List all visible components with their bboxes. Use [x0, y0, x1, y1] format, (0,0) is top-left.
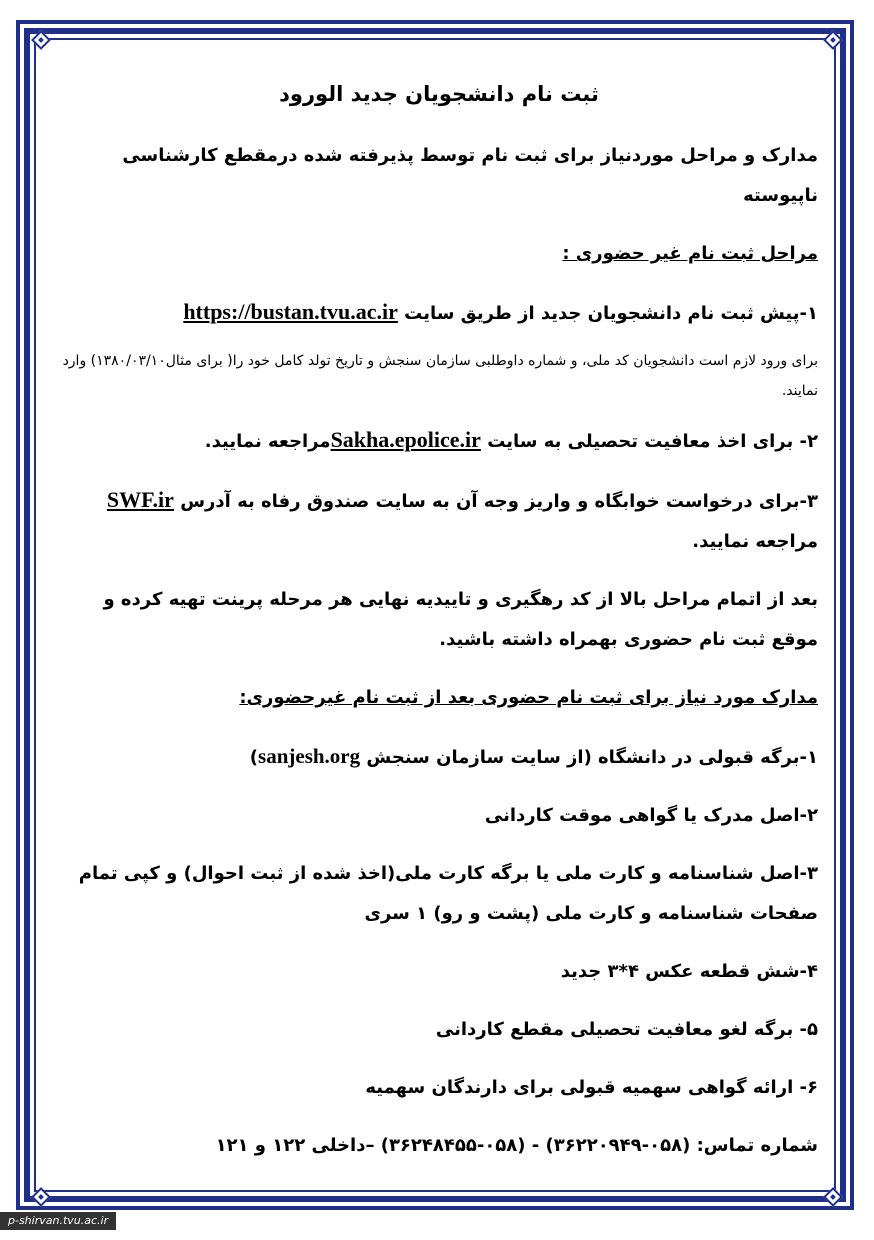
- sanjesh-link[interactable]: sanjesh.org: [258, 744, 361, 768]
- online-steps-heading-text: مراحل ثبت نام غیر حضوری :: [562, 243, 818, 264]
- step-3-text: ۳-برای درخواست خوابگاه و واریز وجه آن به سایت صندوق رفاه به آدرس: [180, 491, 818, 512]
- document-item-2: ۲-اصل مدرک یا گواهی موقت کاردانی: [484, 805, 818, 826]
- step-2-prefix: ۲- برای اخذ معافیت تحصیلی به سایت: [487, 431, 818, 452]
- intro-text: مدارک و مراحل موردنیاز برای ثبت نام توسط پذیرفته شده درمقطع کارشناسی ناپیوسته: [122, 145, 818, 206]
- documents-heading-text: مدارک مورد نیاز برای ثبت نام حضوری بعد از ثبت نام غیرحضوری:: [239, 687, 818, 708]
- swf-link[interactable]: SWF.ir: [106, 487, 174, 512]
- step-1-note: برای ورود لازم است دانشجویان کد ملی، و شماره داوطلبی سازمان سنجش و تاریخ تولد کامل خود را( برای مثال۱۳۸۰/۰۳/۱۰) وارد نمایند.: [62, 353, 818, 399]
- document-item-1-close: ): [249, 747, 259, 768]
- site-watermark-tag: p-shirvan.tvu.ac.ir: [0, 1212, 116, 1230]
- document-body: [60, 70, 818, 1184]
- bustan-link[interactable]: https://bustan.tvu.ac.ir: [183, 299, 398, 324]
- document-item-1-text: ۱-برگه قبولی در دانشگاه (از سایت سازمان سنجش: [366, 747, 818, 768]
- step-3: [60, 480, 818, 562]
- step-1-text: ۱-پیش ثبت نام دانشجویان جدید از طریق سایت: [404, 303, 818, 324]
- documents-heading: [60, 678, 818, 718]
- step-3-suffix: مراجعه نمایید.: [692, 531, 818, 552]
- after-steps-note: بعد از اتمام مراحل بالا از کد رهگیری و تاییدیه نهایی هر مرحله پرینت تهیه کرده و موقع ثبت نام حضوری بهمراه داشته باشید.: [103, 589, 818, 650]
- document-item-3: ۳-اصل شناسنامه و کارت ملی یا برگه کارت ملی(اخذ شده از ثبت احوال) و کپی تمام صفحات شناسنامه و کارت ملی (پشت و رو) ۱ سری: [78, 863, 818, 924]
- sakha-link[interactable]: Sakha.epolice.ir: [330, 427, 481, 452]
- document-item-4: ۴-شش قطعه عکس ۴*۳ جدید: [560, 961, 818, 982]
- step-1: [60, 292, 818, 334]
- online-steps-heading: [60, 234, 818, 274]
- contact-numbers: شماره تماس: (۰۵۸-۳۶۲۲۰۹۴۹) - (۰۵۸-۳۶۲۴۸۴۵۵) –داخلی ۱۲۲ و ۱۲۱: [215, 1135, 818, 1156]
- step-2-suffix: مراجعه نمایید.: [204, 431, 331, 452]
- document-item-5: ۵- برگه لغو معافیت تحصیلی مقطع کاردانی: [435, 1019, 818, 1040]
- page-title: ثبت نام دانشجویان جدید الورود: [279, 82, 599, 106]
- document-item-1: [60, 736, 818, 778]
- step-2: [60, 420, 818, 462]
- document-item-6: ۶- ارائه گواهی سهمیه قبولی برای دارندگان سهمیه: [365, 1077, 818, 1098]
